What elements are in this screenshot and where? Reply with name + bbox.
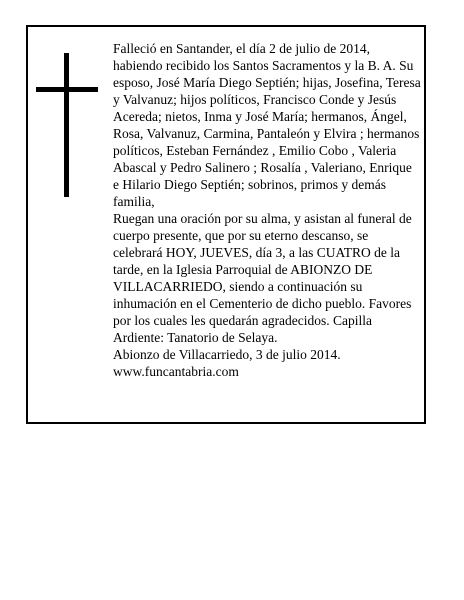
cross-horizontal-bar xyxy=(36,87,98,92)
funeral-details: Ruegan una oración por su alma, y asistan al funeral de cuerpo presente, que por su eterno descanso, se celebrará HOY, JUEVES, día 3, a las CUATRO de la tarde, en la Iglesia Parroquial de ABIONZO DE VILLACARRIEDO, siendo a continuación su inhumación en el Cementerio de dicho pueblo. Favores por los cuales les quedarán agradecidos. Capilla Ardiente: Tanatorio de Selaya. xyxy=(113,211,412,345)
website-text: www.funcantabria.com xyxy=(113,364,239,379)
cross-icon xyxy=(36,53,98,197)
place-and-date: Abionzo de Villacarriedo, 3 de julio 2014. xyxy=(113,347,341,362)
cross-vertical-bar xyxy=(64,53,69,197)
obituary-text xyxy=(113,40,421,380)
obituary-announcement: Falleció en Santander, el día 2 de julio de 2014, habiendo recibido los Santos Sacramentos y la B. A. Su esposo, José María Diego Septién; hijas, Josefina, Teresa y Valvanuz; hijos políticos, Francisco Conde y Jesús Acereda; nietos, Inma y José María; hermanos, Ángel, Rosa, Valvanuz, Carmina, Pantaleón y Elvira ; hermanos políticos, Esteban Fernández , Emilio Cobo , Valeria Abascal y Pedro Salinero ; Rosalía , Valeriano, Enrique e Hilario Diego Septién; sobrinos, primos y demás familia, xyxy=(113,41,421,209)
